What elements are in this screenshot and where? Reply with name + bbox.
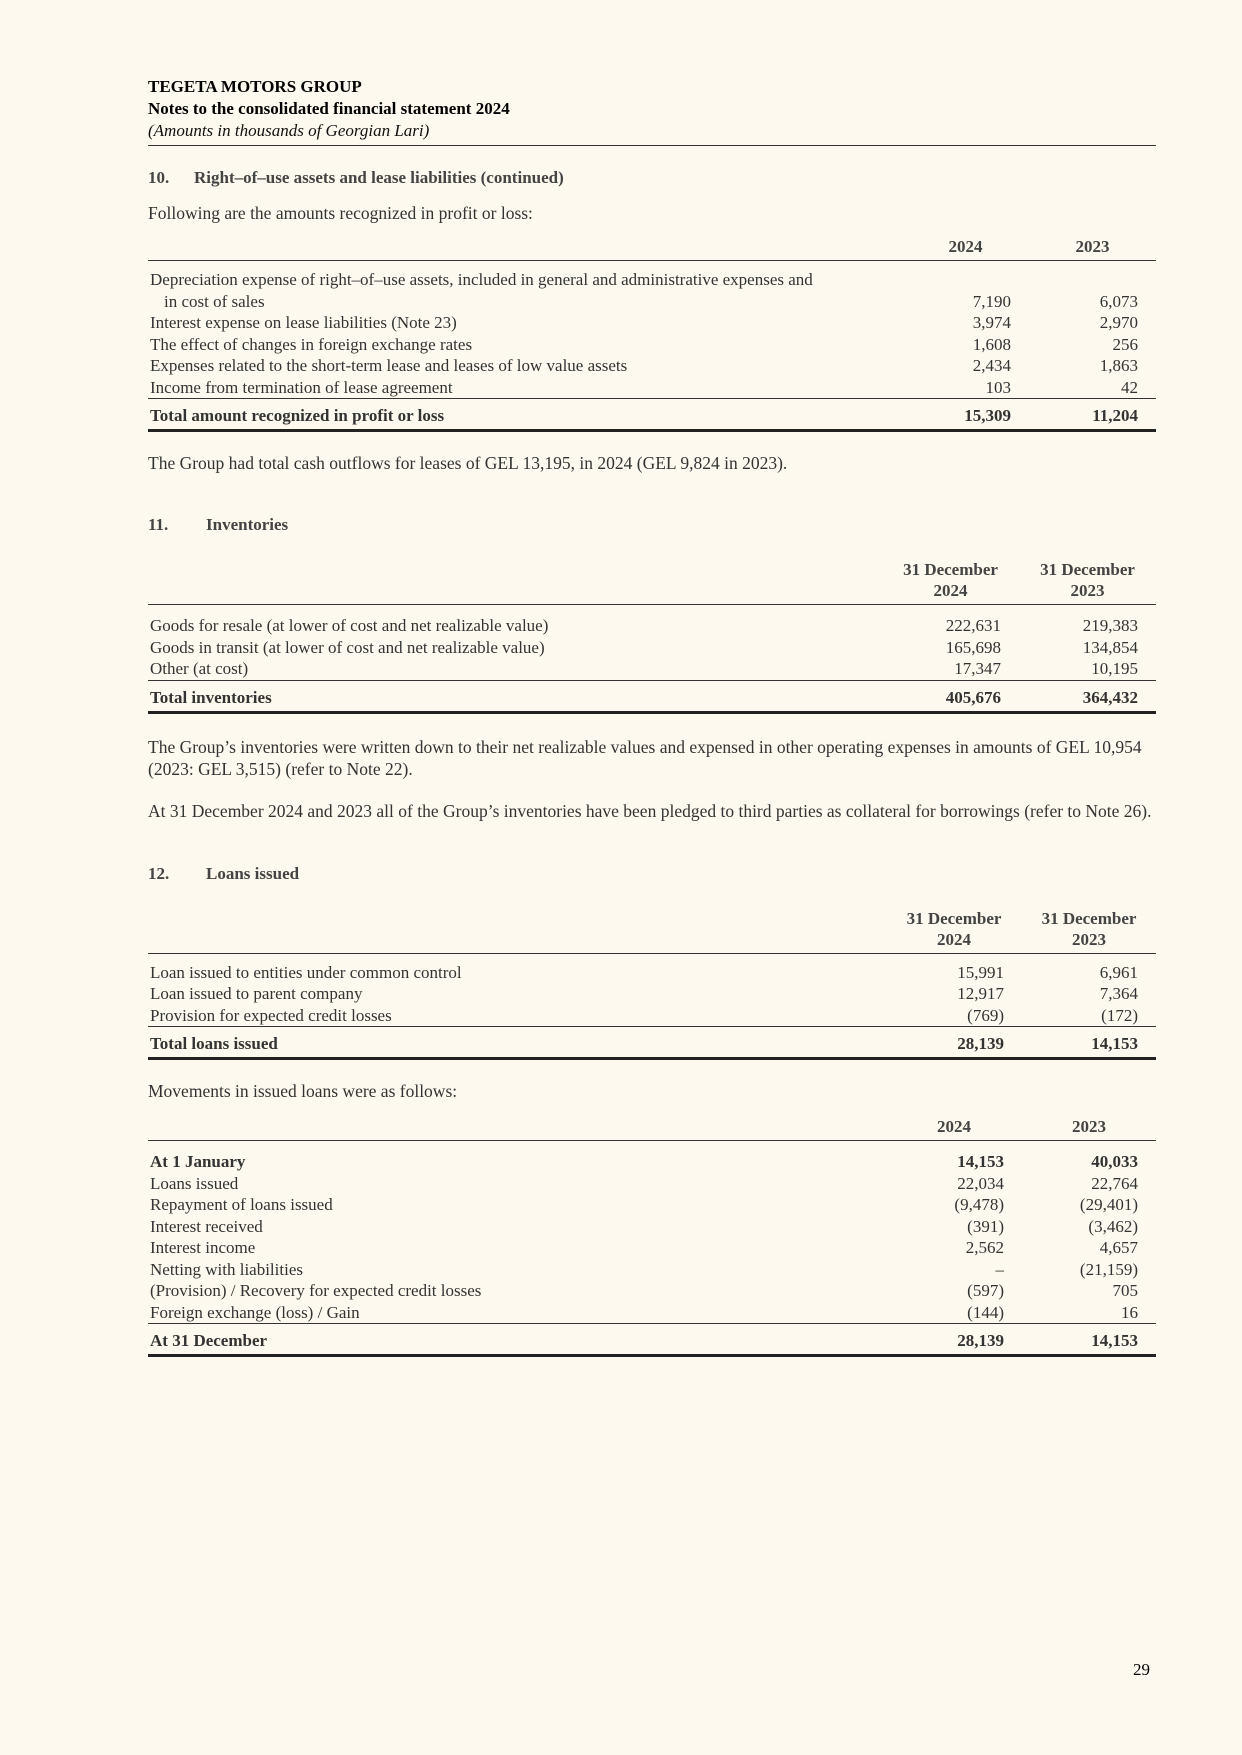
page-content xyxy=(148,76,1156,1357)
row-label: At 1 January xyxy=(150,1152,246,1171)
value-2024: 165,698 xyxy=(945,637,1001,657)
row-label: Goods in transit (at lower of cost and net realizable value) xyxy=(150,637,545,657)
value-2024: 103 xyxy=(902,377,1029,399)
value-2023: 6,073 xyxy=(1099,291,1138,311)
total-row xyxy=(148,680,1156,712)
note-11-writedown-paragraph: The Group’s inventories were written down to their net realizable values and expensed in other operating expenses in amounts of GEL 10,954 (2023: GEL 3,515) (refer to Note 22). xyxy=(148,736,1142,779)
company-name: TEGETA MOTORS GROUP xyxy=(148,77,362,96)
row-label: Loan issued to entities under common control xyxy=(150,962,462,982)
value-2024: 2,434 xyxy=(972,356,1011,375)
header-divider xyxy=(148,145,1156,146)
table-row xyxy=(148,1259,1156,1281)
note-11-heading: Inventories xyxy=(206,515,289,534)
value-2023: 256 xyxy=(1112,334,1138,354)
loan-movements-table xyxy=(148,1116,1156,1357)
column-header-2023: 31 December 2023 xyxy=(1022,908,1156,954)
value-2023: 16 xyxy=(1022,1302,1156,1324)
value-2023: 4,657 xyxy=(1099,1238,1138,1257)
total-label: Total amount recognized in profit or loss xyxy=(148,399,902,431)
note-10-title xyxy=(148,168,1156,188)
row-label: Interest income xyxy=(150,1238,256,1257)
table-row xyxy=(148,637,1156,659)
amounts-note: (Amounts in thousands of Georgian Lari) xyxy=(148,121,430,140)
table-row xyxy=(148,312,1156,334)
value-2024: (144) xyxy=(886,1302,1022,1324)
note-10-intro: Following are the amounts recognized in profit or loss: xyxy=(148,203,533,223)
value-2023: 134,854 xyxy=(1082,637,1138,657)
total-row xyxy=(148,399,1156,431)
total-row xyxy=(148,1027,1156,1059)
column-header-2024: 31 December 2024 xyxy=(882,559,1019,605)
note-12-title xyxy=(148,864,1156,884)
loans-issued-table xyxy=(148,908,1156,1061)
table-row xyxy=(148,261,1156,291)
row-label: The effect of changes in foreign exchange rates xyxy=(150,334,473,354)
total-2023: 14,153 xyxy=(1022,1027,1156,1059)
table-row xyxy=(148,355,1156,377)
row-label: Expenses related to the short-term lease and leases of low value assets xyxy=(150,356,628,375)
value-2023: 6,961 xyxy=(1099,962,1138,982)
table-row xyxy=(148,1280,1156,1302)
value-2024: 12,917 xyxy=(957,984,1004,1003)
value-2023: 7,364 xyxy=(1099,984,1138,1003)
value-2023: 10,195 xyxy=(1019,658,1156,680)
column-header-2023: 31 December 2023 xyxy=(1019,559,1156,605)
table-header-row xyxy=(148,908,1156,954)
value-2024: 15,991 xyxy=(957,962,1004,982)
row-label: Interest expense on lease liabilities (Note 23) xyxy=(150,313,457,332)
note-11-pledge-paragraph: At 31 December 2024 and 2023 all of the Group’s inventories have been pledged to third parties as collateral for borrowings (refer to Note 26). xyxy=(148,800,1152,821)
value-2023: 2,970 xyxy=(1099,313,1138,332)
table-row xyxy=(148,953,1156,983)
table-header-row xyxy=(148,236,1156,261)
value-2024: 1,608 xyxy=(972,334,1011,354)
total-2023: 364,432 xyxy=(1019,680,1156,712)
table-row xyxy=(148,291,1156,313)
value-2023: (172) xyxy=(1022,1005,1156,1027)
value-2024: 2,562 xyxy=(965,1238,1004,1257)
row-label: Loans issued xyxy=(150,1173,239,1193)
row-label: Interest received xyxy=(150,1216,263,1236)
note-10-lease-outflows: The Group had total cash outflows for leases of GEL 13,195, in 2024 (GEL 9,824 in 2023). xyxy=(148,453,788,473)
row-label: Income from termination of lease agreement xyxy=(148,377,902,399)
total-2023: 14,153 xyxy=(1022,1324,1156,1356)
note-10-number: 10. xyxy=(148,168,170,187)
note-12-heading: Loans issued xyxy=(206,863,300,883)
total-2024: 15,309 xyxy=(902,399,1029,431)
value-2023: 1,863 xyxy=(1099,356,1138,375)
value-2024: 14,153 xyxy=(957,1152,1004,1171)
row-label: Goods for resale (at lower of cost and net realizable value) xyxy=(150,616,549,635)
table-row xyxy=(148,658,1156,680)
table-row xyxy=(148,1302,1156,1324)
movements-intro: Movements in issued loans were as follows: xyxy=(148,1081,458,1101)
note-10-table xyxy=(148,236,1156,432)
value-2024: 22,034 xyxy=(957,1173,1004,1193)
total-label: At 31 December xyxy=(148,1324,886,1356)
total-2024: 28,139 xyxy=(886,1027,1022,1059)
value-2023: (21,159) xyxy=(1079,1259,1138,1279)
total-2024: 28,139 xyxy=(886,1324,1022,1356)
page-header xyxy=(148,76,1156,142)
row-label: Other (at cost) xyxy=(148,658,882,680)
value-2023: (3,462) xyxy=(1088,1216,1138,1236)
table-row xyxy=(148,377,1156,399)
value-2024: 3,974 xyxy=(972,313,1011,332)
note-12-number: 12. xyxy=(148,863,170,883)
total-2024: 405,676 xyxy=(882,680,1019,712)
document-subtitle: Notes to the consolidated financial statement 2024 xyxy=(148,99,510,118)
row-label: (Provision) / Recovery for expected credit losses xyxy=(150,1281,482,1300)
value-2024: – xyxy=(995,1259,1004,1279)
value-2023: 42 xyxy=(1029,377,1156,399)
total-2023: 11,204 xyxy=(1029,399,1156,431)
value-2024: 7,190 xyxy=(972,291,1011,311)
table-row xyxy=(148,983,1156,1005)
row-label: Loan issued to parent company xyxy=(150,984,363,1003)
row-label: Netting with liabilities xyxy=(150,1259,303,1279)
table-row xyxy=(148,1237,1156,1259)
column-header: 2024 xyxy=(886,1116,1022,1141)
value-2024: (9,478) xyxy=(954,1195,1004,1214)
page-number: 29 xyxy=(1133,1660,1150,1679)
value-2023: (29,401) xyxy=(1079,1195,1138,1214)
value-2024: 17,347 xyxy=(882,658,1019,680)
column-header: 2024 xyxy=(902,236,1029,261)
note-10-heading: Right–of–use assets and lease liabilities (continued) xyxy=(194,168,564,187)
row-label: Provision for expected credit losses xyxy=(148,1005,886,1027)
column-header: 2023 xyxy=(1029,236,1156,261)
value-2023: 705 xyxy=(1112,1281,1138,1300)
table-row xyxy=(148,1194,1156,1216)
total-label: Total inventories xyxy=(148,680,882,712)
row-label: Foreign exchange (loss) / Gain xyxy=(148,1302,886,1324)
table-header-row xyxy=(148,1116,1156,1141)
column-header-2024: 31 December 2024 xyxy=(886,908,1022,954)
note-11-number: 11. xyxy=(148,515,169,534)
table-row xyxy=(148,1005,1156,1027)
value-2023: 40,033 xyxy=(1091,1152,1138,1171)
value-2023: 22,764 xyxy=(1091,1173,1138,1193)
inventories-table xyxy=(148,559,1156,714)
column-header: 2023 xyxy=(1022,1116,1156,1141)
value-2024: (597) xyxy=(967,1281,1004,1300)
table-header-row xyxy=(148,559,1156,605)
value-2024: 222,631 xyxy=(945,616,1001,635)
closing-balance-row xyxy=(148,1324,1156,1356)
table-row xyxy=(148,1216,1156,1238)
table-row xyxy=(148,605,1156,637)
note-11-title xyxy=(148,515,1156,535)
row-label: Depreciation expense of right–of–use assets, included in general and administrative expenses and xyxy=(150,270,813,289)
value-2023: 219,383 xyxy=(1082,616,1138,635)
total-label: Total loans issued xyxy=(148,1027,886,1059)
table-row xyxy=(148,334,1156,356)
value-2024: (391) xyxy=(967,1216,1004,1236)
opening-balance-row xyxy=(148,1141,1156,1173)
table-row xyxy=(148,1173,1156,1195)
row-label: Repayment of loans issued xyxy=(150,1195,333,1214)
row-label: in cost of sales xyxy=(164,291,265,311)
value-2024: (769) xyxy=(886,1005,1022,1027)
